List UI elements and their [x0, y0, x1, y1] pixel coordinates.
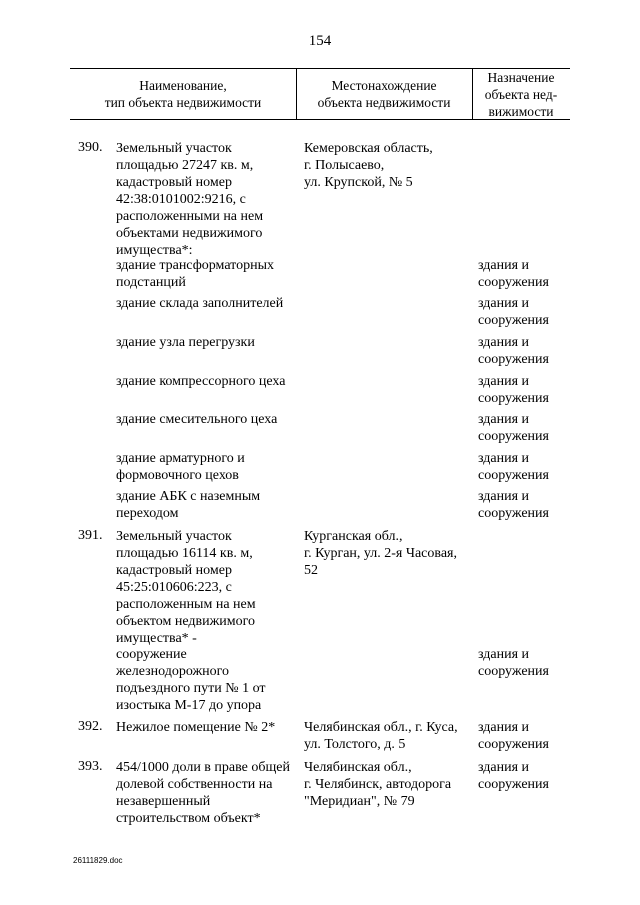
cell-line: сооружение — [116, 647, 187, 662]
cell-line: "Меридиан", № 79 — [304, 794, 415, 809]
cell-line: кадастровый номер — [116, 563, 232, 578]
cell-line: сооружения — [478, 429, 549, 444]
cell-line: сооружения — [478, 352, 549, 367]
header-text: Местонахождение — [331, 78, 437, 93]
cell-line: сооружения — [478, 777, 549, 792]
cell-line: Земельный участок — [116, 141, 232, 156]
object-name-cell — [116, 257, 296, 291]
cell-line: подъездного пути № 1 от — [116, 681, 266, 696]
cell-line: здания и — [478, 258, 530, 273]
cell-line: ул. Толстого, д. 5 — [304, 737, 406, 752]
header-text: объекта недвижимости — [317, 95, 451, 110]
page-number: 154 — [308, 33, 332, 49]
cell-line: площадью 27247 кв. м, — [116, 158, 254, 173]
cell-line: здание склада заполнителей — [116, 296, 284, 311]
cell-line: здания и — [478, 720, 530, 735]
cell-line: объектом недвижимого — [116, 614, 256, 629]
cell-line: здание узла перегрузки — [116, 335, 255, 350]
row-number: 392. — [78, 719, 103, 734]
cell-line: формовочного цехов — [116, 468, 239, 483]
cell-line: 42:38:0101002:9216, с — [116, 192, 246, 207]
row-number: 390. — [78, 140, 103, 155]
cell-line: расположенными на нем — [116, 209, 264, 224]
cell-line: Челябинская обл., — [304, 760, 412, 775]
cell-line: имущества* - — [116, 631, 197, 646]
cell-line: здания и — [478, 412, 530, 427]
cell-line: незавершенный — [116, 794, 211, 809]
cell-line: здание АБК с наземным — [116, 489, 261, 504]
cell-line: ул. Крупской, № 5 — [304, 175, 413, 190]
cell-line: здание трансформаторных — [116, 258, 274, 273]
cell-line: строительством объект* — [116, 811, 261, 826]
cell-line: переходом — [116, 506, 179, 521]
purpose-cell — [478, 488, 568, 522]
object-name-cell — [116, 373, 296, 390]
header-text: вижимости — [488, 104, 554, 119]
cell-line: долевой собственности на — [116, 777, 273, 792]
object-name-cell — [116, 450, 296, 484]
cell-line: сооружения — [478, 737, 549, 752]
cell-line: сооружения — [478, 313, 549, 328]
cell-line: здание компрессорного цеха — [116, 374, 286, 389]
cell-line: здания и — [478, 451, 530, 466]
cell-line: Курганская обл., — [304, 529, 403, 544]
cell-line: здания и — [478, 374, 530, 389]
object-name-cell — [116, 140, 296, 259]
row-number: 391. — [78, 528, 103, 543]
object-name-cell — [116, 646, 296, 714]
cell-line: площадью 16114 кв. м, — [116, 546, 253, 561]
cell-line: подстанций — [116, 275, 186, 290]
header-text: объекта нед- — [484, 87, 558, 102]
purpose-cell — [478, 450, 568, 484]
header-name-column — [70, 77, 296, 111]
cell-line: 454/1000 доли в праве общей — [116, 760, 290, 775]
header-purpose-column — [472, 69, 570, 120]
location-cell — [304, 528, 472, 579]
cell-line: сооружения — [478, 506, 549, 521]
purpose-cell — [478, 373, 568, 407]
object-name-cell — [116, 411, 296, 428]
object-name-cell — [116, 528, 296, 647]
cell-line: здания и — [478, 296, 530, 311]
document-filename: 26111829.doc — [73, 856, 123, 865]
cell-line: здания и — [478, 489, 530, 504]
location-cell — [304, 140, 472, 191]
cell-line: 52 — [304, 563, 318, 578]
header-location-column — [296, 77, 472, 111]
cell-line: железнодорожного — [116, 664, 230, 679]
cell-line: расположенным на нем — [116, 597, 256, 612]
cell-line: здание арматурного и — [116, 451, 245, 466]
cell-line: Нежилое помещение № 2* — [116, 720, 276, 735]
purpose-cell — [478, 411, 568, 445]
object-name-cell — [116, 334, 296, 351]
purpose-cell — [478, 295, 568, 329]
cell-line: здание смесительного цеха — [116, 412, 278, 427]
cell-line: Земельный участок — [116, 529, 232, 544]
cell-line: г. Курган, ул. 2-я Часовая, — [304, 546, 457, 561]
cell-line: сооружения — [478, 275, 549, 290]
cell-line: сооружения — [478, 664, 549, 679]
cell-line: изостыка М-17 до упора — [116, 698, 262, 713]
object-name-cell — [116, 488, 296, 522]
cell-line: здания и — [478, 335, 530, 350]
cell-line: г. Полысаево, — [304, 158, 385, 173]
location-cell — [304, 759, 472, 810]
cell-line: г. Челябинск, автодорога — [304, 777, 452, 792]
cell-line: объектами недвижимого — [116, 226, 263, 241]
header-text: тип объекта недвижимости — [104, 95, 262, 110]
location-cell — [304, 719, 472, 753]
purpose-cell — [478, 257, 568, 291]
cell-line: Кемеровская область, — [304, 141, 433, 156]
object-name-cell — [116, 759, 296, 827]
cell-line: здания и — [478, 647, 530, 662]
cell-line: сооружения — [478, 391, 549, 406]
header-text: Назначение — [487, 70, 555, 85]
header-text: Наименование, — [139, 78, 227, 93]
cell-line: Челябинская обл., г. Куса, — [304, 720, 458, 735]
cell-line: 45:25:010606:223, с — [116, 580, 232, 595]
cell-line: кадастровый номер — [116, 175, 232, 190]
object-name-cell — [116, 295, 296, 312]
cell-line: сооружения — [478, 468, 549, 483]
row-number: 393. — [78, 759, 103, 774]
purpose-cell — [478, 759, 568, 793]
cell-line: имущества*: — [116, 243, 193, 258]
purpose-cell — [478, 719, 568, 753]
purpose-cell — [478, 334, 568, 368]
object-name-cell — [116, 719, 296, 736]
cell-line: здания и — [478, 760, 530, 775]
purpose-cell — [478, 646, 568, 680]
